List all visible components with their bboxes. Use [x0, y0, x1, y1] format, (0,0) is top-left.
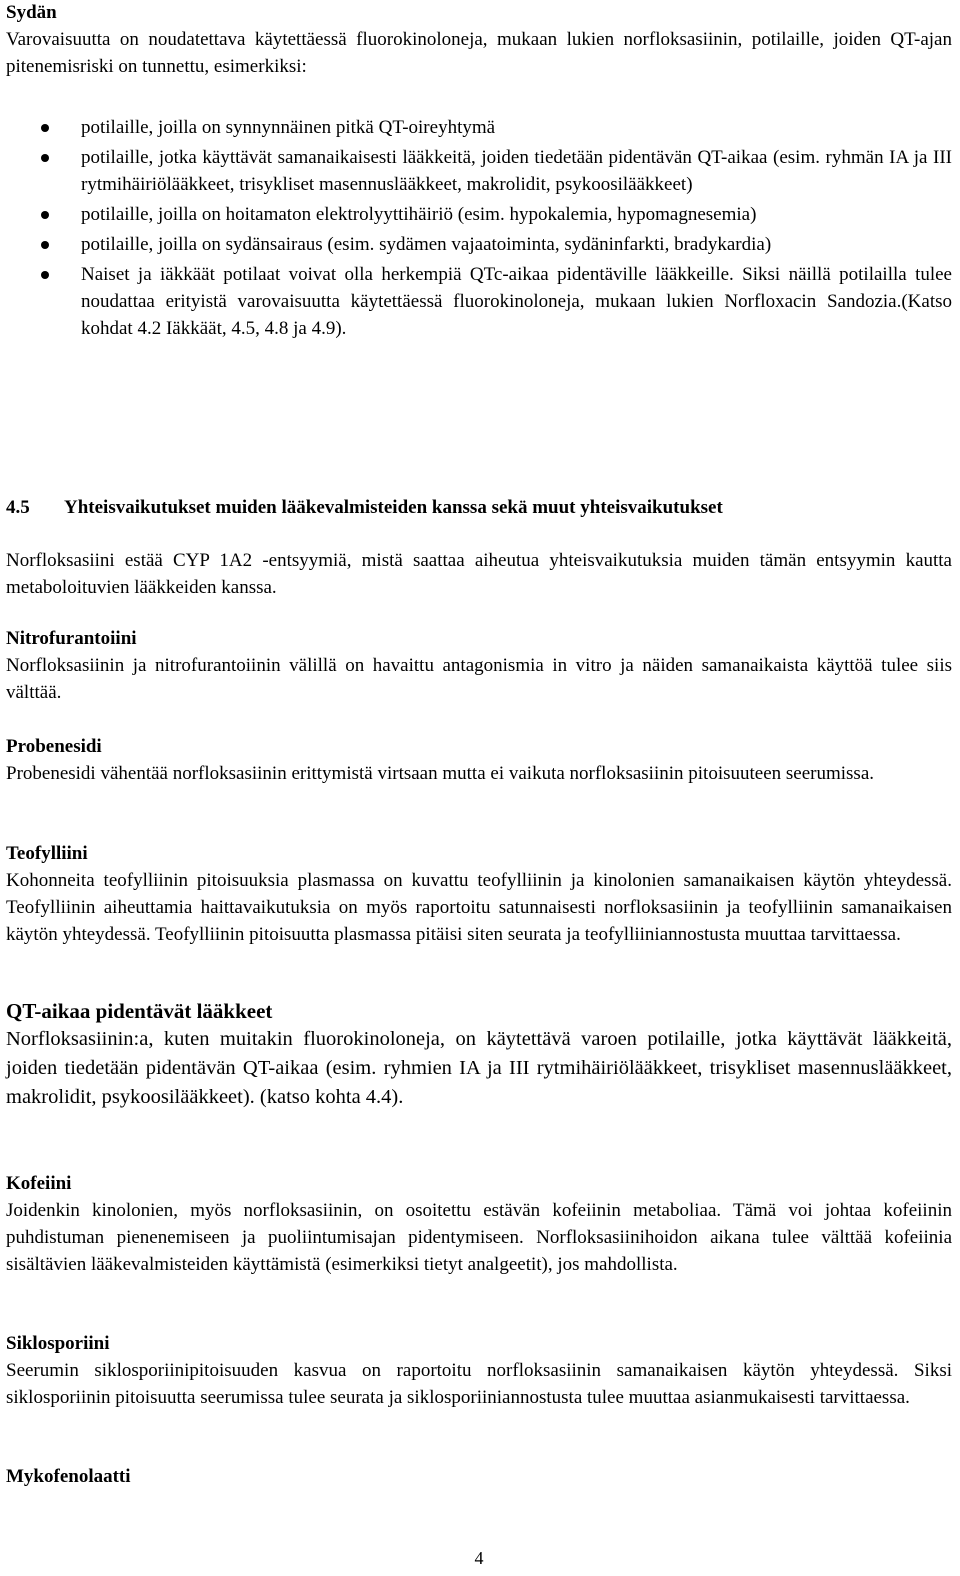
heading-teofylliini: Teofylliini [6, 843, 88, 864]
heading-kofeiini: Kofeiini [6, 1173, 72, 1194]
section-kofeiini [6, 1170, 952, 1278]
text-siklosporiini: Seerumin siklosporiinipitoisuuden kasvua on raportoitu norfloksasiinin samanaikaisen käytön yhteydessä. Siksi siklosporiinin pitoisuutta seerumissa tulee seurata ja siklosporiiniannostusta tulee muuttaa asianmukaisesti tarvittaessa. [6, 1360, 952, 1408]
text-nitrofurantoiini: Norfloksasiinin ja nitrofurantoiinin välillä on havaittu antagonismia in vitro ja näiden samanaikaista käyttöä tulee siis välttää. [6, 655, 952, 703]
heading-probenesidi: Probenesidi [6, 736, 102, 757]
list-item: Naiset ja iäkkäät potilaat voivat olla herkempiä QTc-aikaa pidentäville lääkkeille. Siksi näillä potilailla tulee noudattaa erityistä varovaisuutta käytettäessä fluorokinoloneja, mukaan lukien Norfloxacin Sandozia.(Katso kohdat 4.2 Iäkkäät, 4.5, 4.8 ja 4.9). [6, 261, 952, 342]
page-number: 4 [474, 1548, 484, 1568]
bullet-icon [41, 271, 49, 279]
text-kofeiini: Joidenkin kinolonien, myös norfloksasiinin, on osoitettu estävän kofeiinin metaboliaa. Tämä voi johtaa kofeiinin puhdistuman pienenemiseen ja puoliintumisajan pidentymiseen. Norfloksasiinihoidon aikana tulee välttää kofeiinia sisältävien lääkevalmisteiden käyttämistä (esimerkiksi tietyt analgeetit), jos mahdollista. [6, 1200, 952, 1275]
section-siklosporiini [6, 1330, 952, 1411]
section-qt-aikaa [6, 998, 952, 1112]
heading-sydan: Sydän [6, 2, 57, 23]
sydan-intro: Varovaisuutta on noudatettava käytettäessä fluorokinoloneja, mukaan lukien norfloksasiinin, potilaille, joiden QT-ajan pitenemisriski on tunnettu, esimerkiksi: [6, 29, 952, 77]
sydan-bullet-list [6, 114, 952, 345]
section-teofylliini [6, 840, 952, 948]
bullet-icon [41, 211, 49, 219]
section-4-5-intro-block [6, 547, 952, 601]
list-item: potilaille, joilla on hoitamaton elektrolyyttihäiriö (esim. hypokalemia, hypomagnesemia) [6, 201, 952, 228]
heading-nitrofurantoiini: Nitrofurantoiini [6, 628, 137, 649]
list-item: potilaille, joilla on synnynnäinen pitkä QT-oireyhtymä [6, 114, 952, 141]
section-probenesidi [6, 733, 952, 787]
section-nitrofurantoiini [6, 625, 952, 706]
text-probenesidi: Probenesidi vähentää norfloksasiinin erittymistä virtsaan mutta ei vaikuta norfloksasiinin pitoisuuteen seerumissa. [6, 763, 875, 784]
text-teofylliini: Kohonneita teofylliinin pitoisuuksia plasmassa on kuvattu teofylliinin ja kinolonien samanaikaisen käytön yhteydessä. Teofylliinin aiheuttamia haittavaikutuksia on myös raportoitu satunnaisesti norfloksasiinin ja teofylliinin samanaikaisen käytön yhteydessä. Teofylliinin pitoisuutta plasmassa pitäisi siten seurata ja teofylliiniannostusta muuttaa tarvittaessa. [6, 870, 952, 945]
section-4-5 [6, 494, 952, 521]
section-title: Yhteisvaikutukset muiden lääkevalmisteiden kanssa sekä muut yhteisvaikutukset [64, 497, 723, 518]
section-mykofenolaatti [6, 1463, 952, 1490]
bullet-icon [41, 124, 49, 132]
section-4-5-intro: Norfloksasiini estää CYP 1A2 -entsyymiä, mistä saattaa aiheutua yhteisvaikutuksia muiden tämän entsyymin kautta metaboloituvien lääkkeiden kanssa. [6, 550, 952, 598]
list-item: potilaille, joilla on sydänsairaus (esim. sydämen vajaatoiminta, sydäninfarkti, bradykardia) [6, 231, 952, 258]
list-item: potilaille, jotka käyttävät samanaikaisesti lääkkeitä, joiden tiedetään pidentävän QT-aikaa (esim. ryhmän IA ja III rytmihäiriölääkkeet, trisykliset masennuslääkkeet, makrolidit, psykoosilääkkeet) [6, 144, 952, 198]
heading-qt-aikaa: QT-aikaa pidentävät lääkkeet [6, 999, 273, 1023]
section-4-5-heading [6, 494, 952, 521]
bullet-icon [41, 241, 49, 249]
heading-siklosporiini: Siklosporiini [6, 1333, 110, 1354]
section-number: 4.5 [6, 497, 30, 518]
heading-mykofenolaatti: Mykofenolaatti [6, 1466, 131, 1487]
section-sydan [6, 0, 952, 80]
bullet-icon [41, 154, 49, 162]
text-qt-aikaa: Norfloksasiinin:a, kuten muitakin fluorokinoloneja, on käytettävä varoen potilaille, jotka käyttävät lääkkeitä, joiden tiedetään pidentävän QT-aikaa (esim. ryhmien IA ja III rytmihäiriölääkkeet, trisykliset masennuslääkkeet, makrolidit, psykoosilääkkeet). (katso kohta 4.4). [6, 1028, 952, 1108]
